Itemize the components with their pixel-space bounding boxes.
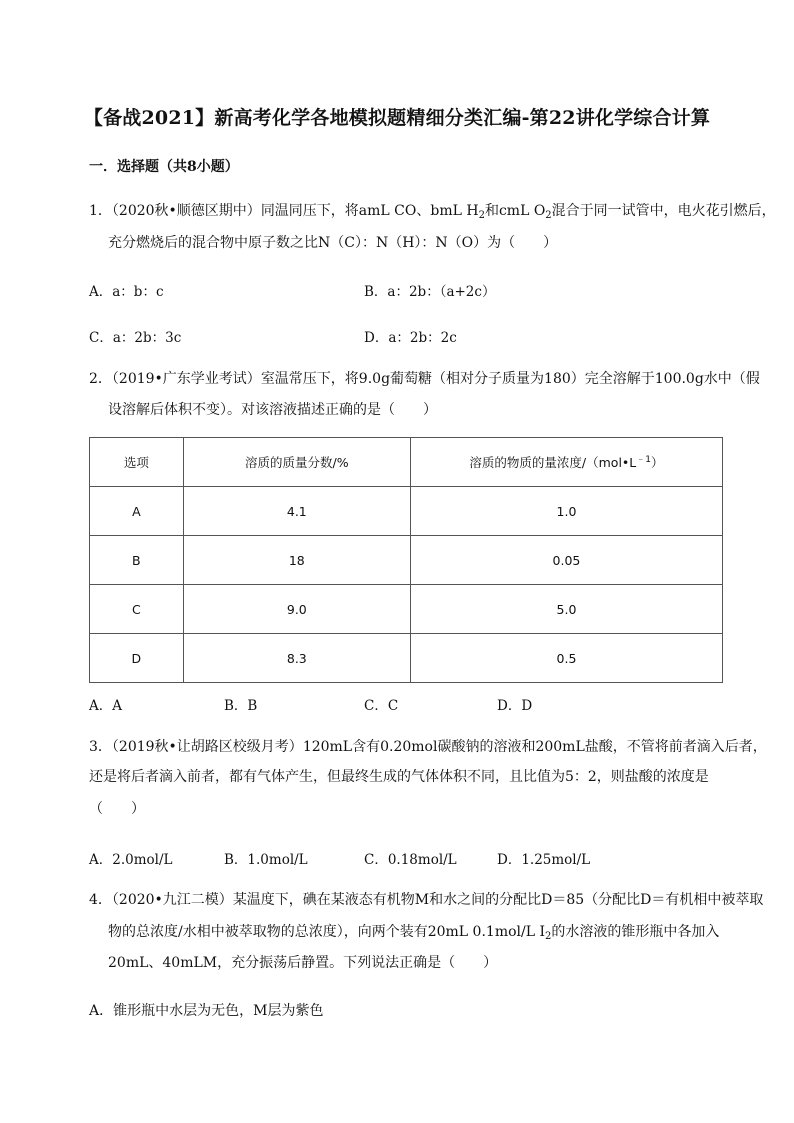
table-cell: 5.0 [410,585,722,634]
table-cell: 8.3 [183,634,410,683]
table-header-row [90,438,723,487]
table-header-cell: 溶质的质量分数/% [183,438,410,487]
question-1-option-b: B．a：2b：（a+2c） [364,284,496,300]
question-3-line-1: 3．（2019秋•让胡路区校级月考）120mL含有0.20mol碳酸钠的溶液和200mL盐酸，不管将前者滴入后者， [89,739,767,755]
question-1-line-1: 1．（2020秋•顺德区期中）同温同压下，将amL CO、bmL $H_2$和cmL $O_2$混合于同一试管中，电火花引燃后， [89,203,776,221]
question-3-line-3: （ ） [89,801,145,817]
question-3-line-2: 还是将后者滴入前者，都有气体产生，但最终生成的气体体积不同，且比值为5：2，则盐酸的浓度是 [89,769,709,785]
question-3-option-a: A．2.0mol/L [89,852,173,868]
question-1-option-a: A．a：b：c [89,284,164,300]
table-row [90,487,723,536]
question-4-line-1: 4．（2020•九江二模）某温度下，碘在某液态有机物M和水之间的分配比D＝85（分配比D＝有机相中被萃取 [89,892,764,908]
table-cell: 1.0 [410,487,722,536]
question-2-option-d: D．D [497,698,533,714]
question-2-option-c: C．C [364,698,399,714]
table-cell: D [90,634,184,683]
table-row [90,585,723,634]
table-cell: 4.1 [183,487,410,536]
question-1-number: 1． [89,203,112,219]
table-cell: C [90,585,184,634]
question-3-source: （2019秋•让胡路区校级月考） [111,739,303,755]
question-4-source: （2020•九江二模） [111,892,233,908]
question-2-number: 2． [89,371,112,387]
section-heading: 一．选择题（共8小题） [89,159,239,175]
question-2-line-1: 2．（2019•广东学业考试）室温常压下，将9.0g葡萄糖（相对分子质量为180）完全溶解于100.0g水中（假 [89,371,760,387]
question-1-option-c: C．a：2b：3c [89,330,182,346]
question-4-number: 4． [89,892,112,908]
question-1-source: （2020秋•顺德区期中） [111,203,261,219]
question-4-line-2: 物的总浓度/水相中被萃取物的总浓度），向两个装有20mL 0.1mol/L $I_2$的水溶液的锥形瓶中各加入 [108,924,720,942]
table-header-cell: 选项 [90,438,184,487]
table-cell: 0.05 [410,536,722,585]
question-3-option-d: D．1.25mol/L [497,852,591,868]
question-4-line-3: 20mL、40mLM，充分振荡后静置。下列说法正确是（ ） [108,955,498,971]
question-3-option-c: C．0.18mol/L [364,852,457,868]
table-cell: B [90,536,184,585]
question-2-line-2: 设溶解后体积不变）。对该溶液描述正确的是（ ） [108,402,437,418]
question-4-option-a: A．锥形瓶中水层为无色，M层为紫色 [89,1003,324,1019]
table-row [90,634,723,683]
question-1-option-d: D．a：2b：2c [364,330,457,346]
question-2-source: （2019•广东学业考试） [111,371,261,387]
table-cell: 0.5 [410,634,722,683]
table-cell: 18 [183,536,410,585]
table-cell: A [90,487,184,536]
document-title: 【备战2021】新高考化学各地模拟题精细分类汇编-第22讲化学综合计算 [83,107,711,129]
question-2-option-b: B．B [224,698,258,714]
question-1-line-2: 充分燃烧后的混合物中原子数之比N（C）：N（H）：N（O）为（ ） [108,235,558,251]
question-3-number: 3． [89,739,112,755]
table-header-cell: 溶质的物质的量浓度$/(mol•L^{﹣1})$ [410,438,722,487]
table-cell: 9.0 [183,585,410,634]
table-row [90,536,723,585]
question-3-option-b: B．1.0mol/L [224,852,308,868]
question-2-option-a: A．A [89,698,122,714]
question-2-table [89,437,723,683]
